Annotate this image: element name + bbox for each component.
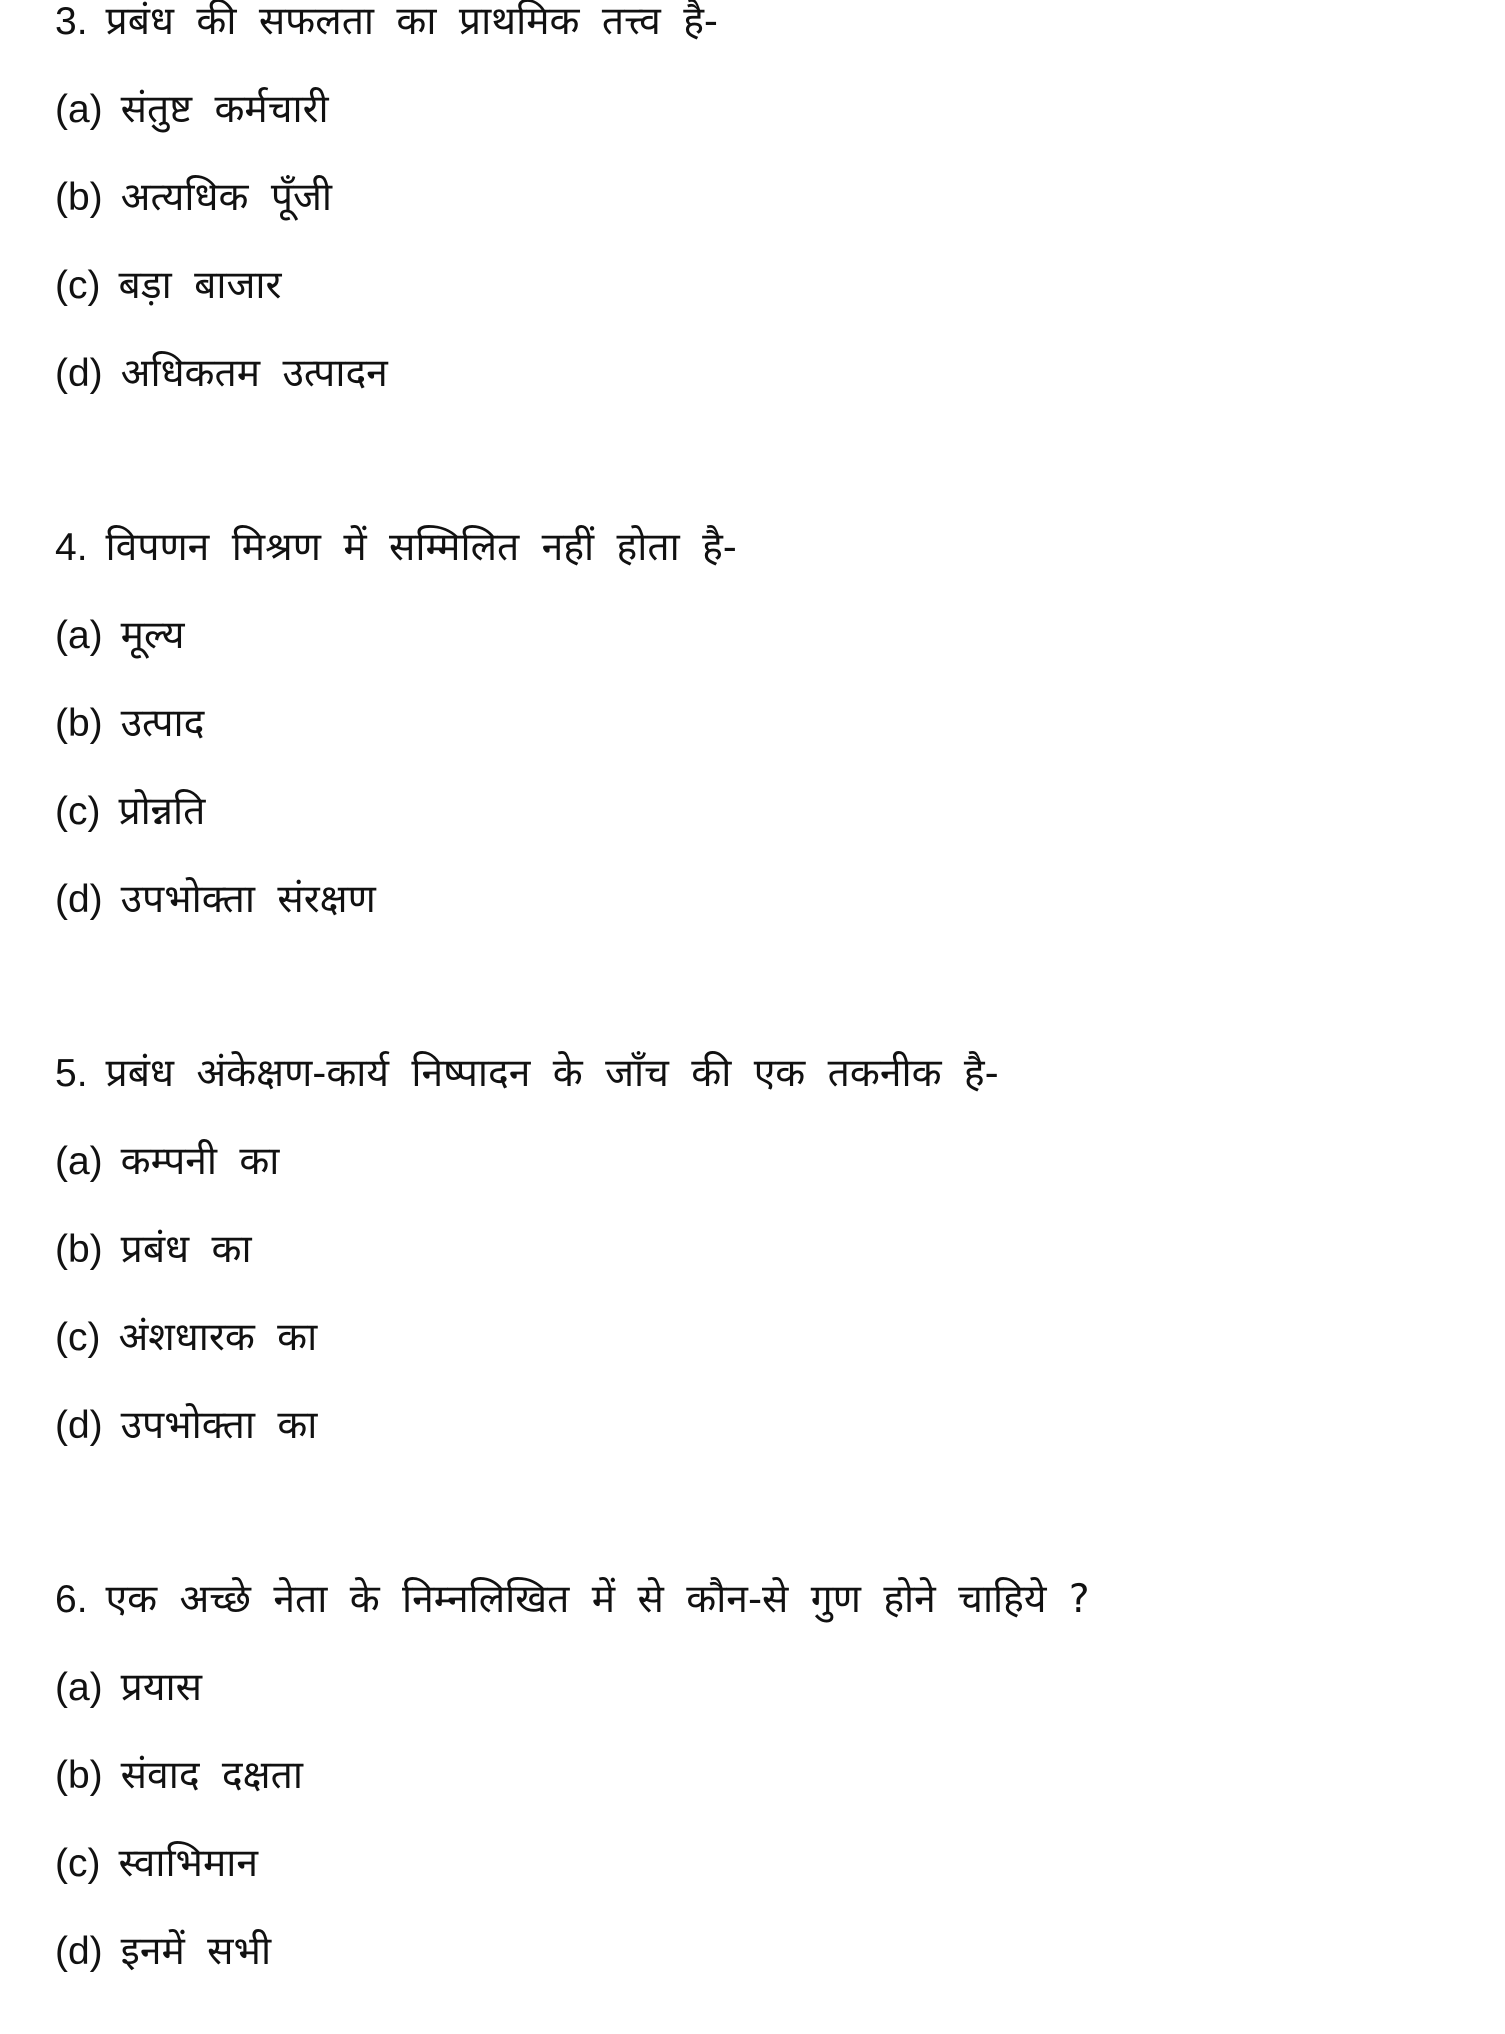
option-text: प्रयास — [120, 1665, 202, 1710]
option-b — [55, 688, 1455, 776]
option-d — [55, 338, 1455, 426]
question-block — [55, 1038, 1455, 1478]
option-label: (d) — [55, 352, 103, 395]
option-b — [55, 162, 1455, 250]
question-text: प्रबंध अंकेक्षण-कार्य निष्पादन के जाँच की एक तकनीक है- — [105, 1051, 999, 1096]
option-label: (b) — [55, 1754, 103, 1797]
option-text: कम्पनी का — [120, 1139, 280, 1184]
question-stem — [55, 1564, 1455, 1652]
option-label: (a) — [55, 1666, 103, 1709]
option-text: उत्पाद — [120, 701, 205, 746]
option-text: संतुष्ट कर्मचारी — [120, 87, 329, 132]
option-c — [55, 1828, 1455, 1916]
option-text: अंशधारक का — [118, 1315, 318, 1360]
option-c — [55, 776, 1455, 864]
option-label: (b) — [55, 1228, 103, 1271]
option-text: प्रोन्नति — [118, 789, 206, 834]
option-label: (a) — [55, 614, 103, 657]
option-text: अधिकतम उत्पादन — [120, 351, 388, 396]
option-d — [55, 1390, 1455, 1478]
option-d — [55, 1916, 1455, 2004]
question-block — [55, 1564, 1455, 2004]
option-text: इनमें सभी — [120, 1929, 272, 1974]
option-b — [55, 1214, 1455, 1302]
option-label: (b) — [55, 176, 103, 219]
question-number: 3. — [55, 0, 88, 43]
option-a — [55, 74, 1455, 162]
option-label: (d) — [55, 1404, 103, 1447]
question-stem — [55, 0, 1455, 74]
option-label: (a) — [55, 1140, 103, 1183]
option-text: मूल्य — [120, 613, 185, 658]
option-label: (c) — [55, 264, 101, 307]
option-a — [55, 1126, 1455, 1214]
question-number: 4. — [55, 526, 88, 569]
question-stem — [55, 1038, 1455, 1126]
option-b — [55, 1740, 1455, 1828]
option-text: स्वाभिमान — [118, 1841, 259, 1886]
option-label: (d) — [55, 878, 103, 921]
option-text: उपभोक्ता संरक्षण — [120, 877, 376, 922]
option-text: संवाद दक्षता — [120, 1753, 303, 1798]
option-label: (b) — [55, 702, 103, 745]
option-label: (c) — [55, 1842, 101, 1885]
question-block — [55, 512, 1455, 952]
option-c — [55, 1302, 1455, 1390]
option-label: (d) — [55, 1930, 103, 1973]
option-text: अत्यधिक पूँजी — [120, 175, 333, 220]
option-label: (a) — [55, 88, 103, 131]
option-d — [55, 864, 1455, 952]
option-text: प्रबंध का — [120, 1227, 252, 1272]
question-block — [55, 0, 1455, 426]
question-text: प्रबंध की सफलता का प्राथमिक तत्त्व है- — [105, 0, 719, 44]
option-a — [55, 1652, 1455, 1740]
option-text: उपभोक्ता का — [120, 1403, 318, 1448]
option-label: (c) — [55, 1316, 101, 1359]
option-text: बड़ा बाजार — [118, 263, 282, 308]
question-text: विपणन मिश्रण में सम्मिलित नहीं होता है- — [105, 525, 737, 570]
option-label: (c) — [55, 790, 101, 833]
option-c — [55, 250, 1455, 338]
question-number: 6. — [55, 1578, 88, 1621]
question-number: 5. — [55, 1052, 88, 1095]
question-stem — [55, 512, 1455, 600]
option-a — [55, 600, 1455, 688]
question-text: एक अच्छे नेता के निम्नलिखित में से कौन-से गुण होने चाहिये ? — [105, 1577, 1090, 1622]
